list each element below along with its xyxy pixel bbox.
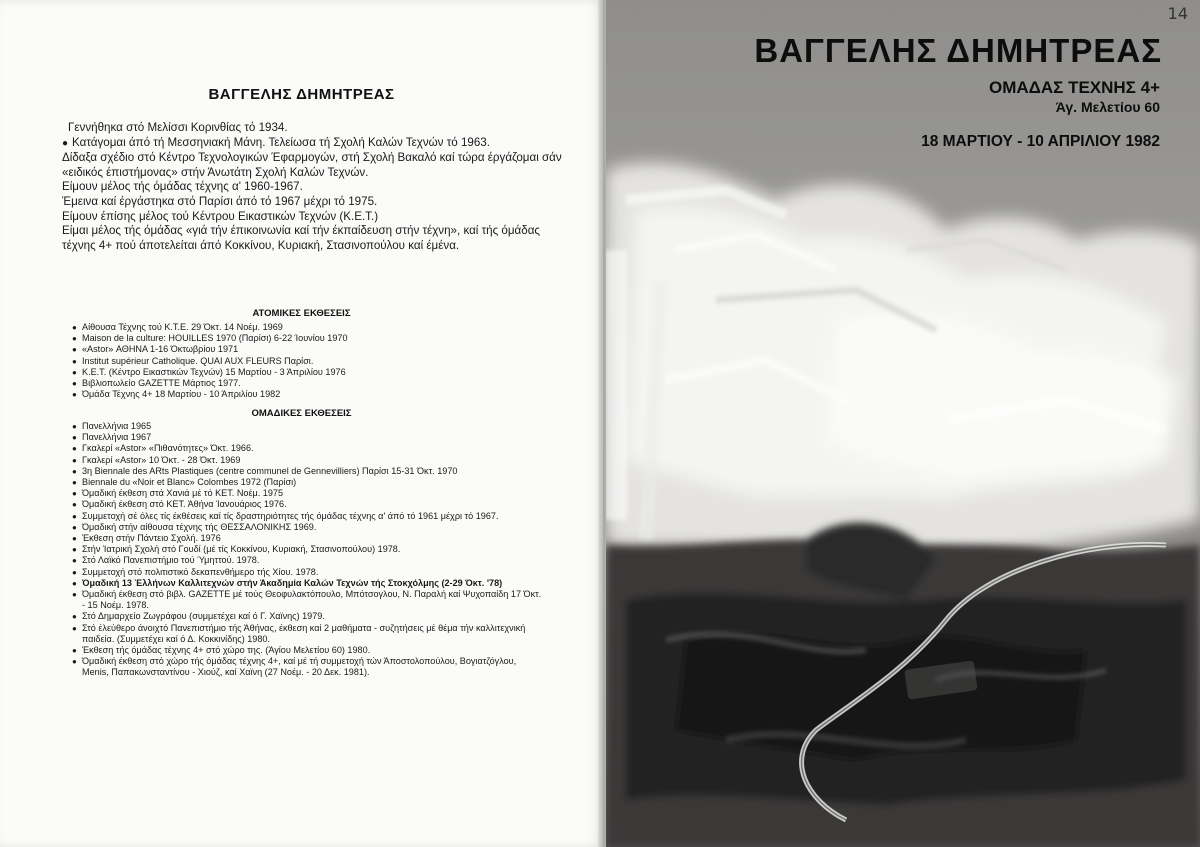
bio-line: Είμουν έπίσης μέλος τού Κέντρου Εικαστικών Τεχνών (Κ.Ε.Τ.)	[62, 209, 379, 223]
group-exhibitions-list	[72, 421, 542, 679]
list-item: ● Βιβλιοπωλείο GAZETTE Μάρτιος 1977.	[72, 378, 542, 389]
group-exhibitions-heading: ΟΜΑΔΙΚΕΣ ΕΚΘΕΣΕΙΣ	[251, 408, 352, 419]
bio-line: Είμουν μέλος τής όμάδας τέχνης α' 1960-1967.	[62, 180, 303, 194]
list-item: ● Όμαδική έκθεση στό βιβλ. GAZETTE μέ τούς Θεοφυλακτόπουλο, Μπότσογλου, Ν. Παραλή καί Ψυχοπαίδη 17 Όκτ. - 15 Νοέμ. 1978.	[72, 589, 542, 611]
list-item: ● Αίθουσα Τέχνης τού Κ.Τ.Ε. 29 Όκτ. 14 Νοέμ. 1969	[72, 322, 542, 333]
list-item: ● Κ.Ε.Τ. (Κέντρο Εικαστικών Τεχνών) 15 Μαρτίου - 3 Άπριλίου 1976	[72, 367, 542, 378]
cover-title: ΒΑΓΓΕΛΗΣ ΔΗΜΗΤΡΕΑΣ	[754, 32, 1162, 69]
dark-cloth	[606, 523, 1200, 847]
list-item: ● Πανελλήνια 1965	[72, 421, 542, 432]
list-item: ● Όμαδική 13 Έλλήνων Καλλιτεχνών στήν Άκαδημία Καλών Τεχνών τής Στοκχόλμης (2-29 Όκτ. '78)	[72, 578, 542, 589]
list-item: ● Στό Δημαρχείο Ζωγράφου (συμμετέχει καί ό Γ. Χαϊνης) 1979.	[72, 611, 542, 622]
list-item: ● 3η Biennale des ARts Plastiques (centre communel de Gennevilliers) Παρίσι 15-31 Όκτ. 1970	[72, 466, 542, 477]
list-item: ● Όμαδική έκθεση στό ΚΕΤ. Άθήνα Ίανουάριος 1976.	[72, 499, 542, 510]
list-item: ● Πανελλήνια 1967	[72, 432, 542, 443]
bio-line: Έμεινα καί έργάστηκα στό Παρίσι άπό τό 1967 μέχρι τό 1975.	[62, 194, 378, 208]
bio-line: Δίδαξα σχέδιο στό Κέντρο Τεχνολογικών Έφαρμογών, στή Σχολή Βακαλό καί τώρα έργάζομαι σάν «ειδικός έπιστήμονας» στήν Άνωτάτη Σχολή Καλών Τεχνών.	[62, 151, 562, 179]
cover-group-name: ΟΜΑΔΑΣ ΤΕΧΝΗΣ 4+	[988, 78, 1160, 97]
list-item: ● Institut supérieur Catholique. QUAI AUX FLEURS Παρίσι.	[72, 356, 542, 367]
bio-line: Είμαι μέλος τής όμάδας «γιά τήν έπικοινωνία καί τήν έκπαίδευση στήν τέχνη», καί τής όμάδας τέχνης 4+ πού άποτελείται άπό Κοκκίνου, Κυριακή, Στασινοπούλου καί έμένα.	[62, 224, 541, 252]
solo-exhibitions-heading: ΑΤΟΜΙΚΕΣ ΕΚΘΕΣΕΙΣ	[252, 308, 351, 319]
list-item: ● Στό έλεύθερο άνοιχτό Πανεπιστήμιο τής Άθήνας, έκθεση καί 2 μαθήματα - συζητήσεις μέ θέμα τήν καλλιτεχνική παιδεία. (Συμμετέχει καί ό Δ. Κοκκινίδης) 1980.	[72, 623, 542, 645]
list-item: ● Όμαδική έκθεση στά Χανιά μέ τό ΚΕΤ. Νοέμ. 1975	[72, 488, 542, 499]
list-item: ● Όμαδική στήν αίθουσα τέχνης τής ΘΕΣΣΑΛΟΝΙΚΗΣ 1969.	[72, 522, 542, 533]
list-item: ● Όμαδική έκθεση στό χώρο τής όμάδας τέχνης 4+, καί μέ τή συμμετοχή τών Άποστολοπούλου, Βογιατζόγλου, Menis, Παπακωνσταντίνου - Χιούζ, καί Χαϊνη (27 Νοέμ. - 20 Δεκ. 1981).	[72, 656, 542, 678]
list-item: ● Στό Λαϊκό Πανεπιστήμιο τού Ύμηττού. 1978.	[72, 555, 542, 566]
list-item: ● Συμμετοχή σέ όλες τίς έκθέσεις καί τίς δραστηριότητες τής όμάδας τέχνης α' άπό τό 1961 μέχρι τό 1967.	[72, 511, 542, 522]
list-item: ● Γκαλερί «Astor» «Πιθανότητες» Όκτ. 1966.	[72, 443, 542, 454]
bio-line: Γεννήθηκα στό Μελίσσι Κορινθίας τό 1934.	[68, 121, 288, 134]
bullet-icon	[62, 136, 72, 149]
cover-dates: 18 ΜΑΡΤΙΟΥ - 10 ΑΠΡΙΛΙΟΥ 1982	[921, 133, 1160, 150]
solo-exhibitions-list	[72, 322, 542, 400]
painting-image	[606, 0, 1200, 847]
page-number: 14	[1167, 4, 1188, 23]
list-item: ● Συμμετοχή στό πολιτιστικό δεκαπενθήμερο τής Χίου. 1978.	[72, 567, 542, 578]
list-item: ● Όμάδα Τέχνης 4+ 18 Μαρτίου - 10 Άπριλίου 1982	[72, 389, 542, 400]
bio-heading: ΒΑΓΓΕΛΗΣ ΔΗΜΗΤΡΕΑΣ	[208, 86, 395, 103]
list-item: ● Maison de la culture: HOUILLES 1970 (Παρίσι) 6-22 Ίουνίου 1970	[72, 333, 542, 344]
bio-line: ● Κατάγομαι άπό τή Μεσσηνιακή Μάνη. Τελείωσα τή Σχολή Καλών Τεχνών τό 1963.	[62, 136, 562, 152]
list-item: ● Biennale du «Noir et Blanc» Colombes 1972 (Παρίσι)	[72, 477, 542, 488]
right-page-cover	[606, 0, 1200, 847]
list-item: ● Στήν Ίατρική Σχολή στό Γουδί (μέ τίς Κοκκίνου, Κυριακή, Στασινοπούλου) 1978.	[72, 544, 542, 555]
list-item: ● «Astor» ΑΘΗΝΑ 1-16 Όκτωβρίου 1971	[72, 344, 542, 355]
list-item: ● Έκθεση τής όμάδας τέχνης 4+ στό χώρο της. (Άγίου Μελετίου 60) 1980.	[72, 645, 542, 656]
biography	[62, 121, 562, 253]
cover-address: Άγ. Μελετίου 60	[1055, 99, 1160, 115]
list-item: ● Γκαλερί «Astor» 10 Όκτ. - 28 Όκτ. 1969	[72, 455, 542, 466]
list-item: ● Έκθεση στήν Πάντειο Σχολή. 1976	[72, 533, 542, 544]
